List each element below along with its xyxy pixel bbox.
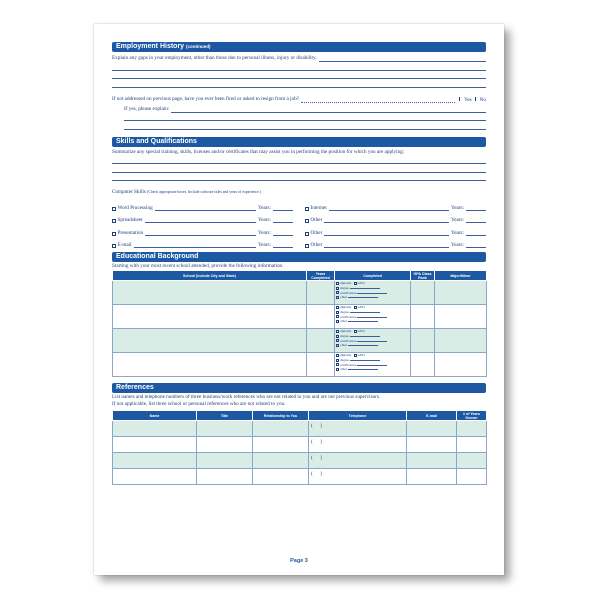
- deg-field[interactable]: [348, 319, 378, 322]
- col-gpa: GPA Class Rank: [411, 271, 435, 281]
- education-header-row: [113, 271, 487, 281]
- area-code: [309, 437, 406, 445]
- deg-label: certification: [340, 314, 357, 319]
- years-label: Years:: [257, 217, 271, 223]
- deg-label: GED: [357, 353, 365, 357]
- reference-row: [113, 453, 487, 469]
- deg-field[interactable]: [350, 286, 380, 289]
- skill-label: Other: [310, 229, 323, 236]
- col-relationship: Relationship to You: [253, 411, 309, 421]
- deg-field[interactable]: [350, 334, 380, 337]
- deg-label: other: [340, 343, 347, 348]
- skill-label: Internet: [310, 204, 327, 211]
- reference-row: [113, 469, 487, 485]
- deg-label: diploma: [340, 305, 352, 309]
- completed-cell: [335, 329, 411, 353]
- checkbox-icon[interactable]: [354, 354, 357, 357]
- email-cell[interactable]: [407, 421, 457, 437]
- skill-row-left-4: [112, 236, 293, 249]
- checkbox-icon[interactable]: [336, 306, 339, 309]
- years-known-cell[interactable]: [457, 437, 487, 453]
- skill-row-right-4: [305, 236, 486, 249]
- gpa-cell[interactable]: [411, 329, 435, 353]
- references-intro-1: List names and telephone numbers of three business/work references who are not related to you and are not previous supervisors.: [112, 394, 381, 400]
- computer-skills-heading: [112, 189, 486, 196]
- telephone-cell[interactable]: [309, 437, 407, 453]
- gaps-prompt: Explain any gaps in your employment, other than those due to personal illness, injury or disability.: [112, 55, 317, 61]
- col-years-known: # of Years Known: [457, 411, 487, 421]
- fired-row: [112, 96, 486, 103]
- gaps-line-4[interactable]: [112, 79, 486, 88]
- skill-label: Presentation: [117, 229, 144, 236]
- area-code: [309, 421, 406, 429]
- skill-label: E-mail: [117, 242, 132, 248]
- computer-skills-label: Computer Skills: [112, 189, 146, 195]
- paren-open: (: [311, 424, 313, 429]
- page-number: Page 3: [290, 558, 308, 564]
- completed-cell: [335, 305, 411, 329]
- explain-prompt: If yes, please explain:: [124, 105, 170, 112]
- years-label: Years:: [257, 229, 271, 236]
- deg-field[interactable]: [350, 310, 380, 313]
- completed-cell: [335, 353, 411, 377]
- paren-close: ): [320, 424, 322, 429]
- skill-label: Word Processing: [117, 204, 153, 211]
- deg-field[interactable]: [357, 339, 387, 342]
- deg-label: GED: [357, 305, 365, 309]
- years-label: Years:: [257, 204, 271, 211]
- years-field[interactable]: [466, 243, 486, 248]
- col-email: E-mail: [407, 411, 457, 421]
- years-label: Years:: [450, 242, 464, 248]
- computer-skills-grid: [112, 198, 486, 248]
- explain-row: [124, 106, 486, 113]
- area-code: [309, 453, 406, 461]
- deg-field[interactable]: [357, 363, 387, 366]
- fired-no-option[interactable]: [475, 97, 486, 103]
- computer-skills-note: (Check appropriate boxes. Include software titles and years of experience.): [147, 190, 261, 194]
- school-cell[interactable]: [113, 353, 307, 377]
- years-label: Years:: [450, 204, 464, 211]
- form-page: [94, 24, 504, 575]
- email-cell[interactable]: [407, 469, 457, 485]
- deg-label: diploma: [340, 329, 352, 333]
- reference-row: [113, 437, 487, 453]
- fired-yes-option[interactable]: [459, 97, 472, 103]
- years-cell[interactable]: [307, 281, 335, 305]
- school-cell[interactable]: [113, 305, 307, 329]
- skill-row-left-2: [112, 211, 293, 224]
- skills-line-1[interactable]: [112, 156, 486, 165]
- major-cell[interactable]: [435, 353, 487, 377]
- col-completed: Completed: [335, 271, 411, 281]
- degree-options: [335, 353, 410, 372]
- explain-line-2[interactable]: [124, 113, 486, 122]
- checkbox-icon[interactable]: [336, 359, 339, 362]
- deg-field[interactable]: [348, 343, 378, 346]
- deg-field[interactable]: [357, 291, 387, 294]
- skill-label: Spreadsheet: [117, 217, 143, 223]
- education-title: Educational Background: [116, 253, 199, 260]
- deg-field[interactable]: [348, 367, 378, 370]
- checkbox-icon[interactable]: [354, 306, 357, 309]
- gaps-line-3[interactable]: [112, 71, 486, 80]
- school-cell[interactable]: [113, 281, 307, 305]
- gpa-cell[interactable]: [411, 281, 435, 305]
- years-label: Years:: [450, 217, 464, 223]
- deg-label: other: [340, 319, 347, 324]
- relationship-cell[interactable]: [253, 469, 309, 485]
- years-cell[interactable]: [307, 329, 335, 353]
- checkbox-icon[interactable]: [336, 291, 339, 294]
- title-cell[interactable]: [197, 421, 253, 437]
- deg-label: certification: [340, 290, 357, 295]
- deg-label: certification: [340, 338, 357, 343]
- paren-open: (: [311, 456, 313, 461]
- gpa-cell[interactable]: [411, 353, 435, 377]
- major-cell[interactable]: [435, 329, 487, 353]
- years-label: Years:: [257, 242, 271, 248]
- name-cell[interactable]: [113, 437, 197, 453]
- name-cell[interactable]: [113, 453, 197, 469]
- skill-checkbox[interactable]: [305, 244, 309, 248]
- checkbox-icon[interactable]: [354, 330, 357, 333]
- education-row: [113, 305, 487, 329]
- completed-cell: [335, 281, 411, 305]
- col-years-completed: Years Completed: [307, 271, 335, 281]
- years-known-cell[interactable]: [457, 469, 487, 485]
- checkbox-icon[interactable]: [336, 368, 339, 371]
- references-table: [112, 410, 487, 485]
- col-school: School (Include City and State): [113, 271, 307, 281]
- col-title: Title: [197, 411, 253, 421]
- years-field[interactable]: [273, 243, 293, 248]
- paren-close: ): [320, 472, 322, 477]
- col-telephone: Telephone: [309, 411, 407, 421]
- skill-row-left-1: [112, 198, 293, 211]
- references-intro-2: If not applicable, list three school or personal references who are not related to you.: [112, 401, 286, 407]
- references-header-row: [113, 411, 487, 421]
- years-label: Years:: [450, 229, 464, 236]
- area-code: [309, 469, 406, 477]
- checkbox-icon[interactable]: [336, 282, 339, 285]
- deg-label: diploma: [340, 353, 352, 357]
- col-name: Name: [113, 411, 197, 421]
- years-cell[interactable]: [307, 353, 335, 377]
- fired-yes-no: [459, 97, 486, 103]
- major-cell[interactable]: [435, 281, 487, 305]
- deg-field[interactable]: [350, 358, 380, 361]
- deg-label: degree: [340, 333, 350, 338]
- education-row: [113, 353, 487, 377]
- employment-history-title: Employment History: [116, 43, 185, 50]
- checkbox-icon[interactable]: [336, 330, 339, 333]
- skill-row-right-1: [305, 198, 486, 211]
- gpa-cell[interactable]: [411, 305, 435, 329]
- gaps-row: [112, 55, 486, 62]
- degree-options: [335, 281, 410, 300]
- degree-options: [335, 305, 410, 324]
- deg-label: degree: [340, 357, 350, 362]
- paren-close: ): [320, 440, 322, 445]
- skill-row-right-3: [305, 223, 486, 236]
- checkbox-icon[interactable]: [336, 335, 339, 338]
- years-known-cell[interactable]: [457, 421, 487, 437]
- skill-label: Other: [310, 242, 323, 248]
- deg-label: diploma: [340, 281, 352, 285]
- skill-row-left-3: [112, 223, 293, 236]
- deg-label: certification: [340, 362, 357, 367]
- reference-row: [113, 421, 487, 437]
- checkbox-icon[interactable]: [336, 311, 339, 314]
- yes-checkbox[interactable]: [459, 97, 463, 101]
- years-known-cell[interactable]: [457, 453, 487, 469]
- email-cell[interactable]: [407, 453, 457, 469]
- education-row: [113, 329, 487, 353]
- email-cell[interactable]: [407, 437, 457, 453]
- no-checkbox[interactable]: [475, 97, 479, 101]
- references-title: References: [116, 384, 154, 391]
- education-table: [112, 270, 487, 377]
- skill-titles-field[interactable]: [134, 243, 256, 248]
- relationship-cell[interactable]: [253, 453, 309, 469]
- deg-label: degree: [340, 285, 350, 290]
- checkbox-icon[interactable]: [336, 296, 339, 299]
- col-major: Major/Minor: [435, 271, 487, 281]
- deg-field[interactable]: [357, 315, 387, 318]
- checkbox-icon[interactable]: [336, 315, 339, 318]
- checkbox-icon[interactable]: [336, 287, 339, 290]
- checkbox-icon[interactable]: [336, 344, 339, 347]
- paren-open: (: [311, 472, 313, 477]
- major-cell[interactable]: [435, 305, 487, 329]
- telephone-cell[interactable]: [309, 469, 407, 485]
- deg-label: other: [340, 367, 347, 372]
- deg-label: degree: [340, 309, 350, 314]
- title-cell[interactable]: [197, 453, 253, 469]
- checkbox-icon[interactable]: [336, 354, 339, 357]
- references-header: [112, 383, 486, 393]
- skills-summary-prompt: Summarize any special training, skills, licenses and/or certificates that may assist you in performing the position for which you are applying:: [112, 148, 405, 155]
- paren-open: (: [311, 440, 313, 445]
- deg-label: other: [340, 295, 347, 300]
- no-label: No: [479, 96, 486, 103]
- telephone-cell[interactable]: [309, 453, 407, 469]
- yes-label: Yes: [464, 96, 472, 103]
- degree-options: [335, 329, 410, 348]
- deg-field[interactable]: [348, 295, 378, 298]
- checkbox-icon[interactable]: [354, 282, 357, 285]
- education-row: [113, 281, 487, 305]
- form-content: [112, 42, 486, 485]
- fired-prompt: If not addressed on previous page, have you ever been fired or asked to resign from a job?: [112, 95, 299, 102]
- checkbox-icon[interactable]: [336, 320, 339, 323]
- title-cell[interactable]: [197, 469, 253, 485]
- name-cell[interactable]: [113, 469, 197, 485]
- name-cell[interactable]: [113, 421, 197, 437]
- title-cell[interactable]: [197, 437, 253, 453]
- employment-continued-note: (continued): [186, 44, 211, 49]
- explain-line-1[interactable]: [171, 107, 486, 113]
- deg-label: GED: [357, 329, 365, 333]
- years-cell[interactable]: [307, 305, 335, 329]
- skills-title: Skills and Qualifications: [116, 137, 197, 145]
- skill-titles-field[interactable]: [324, 243, 449, 248]
- fired-leader: [301, 97, 455, 103]
- skill-row-right-2: [305, 211, 486, 224]
- skills-line-2[interactable]: [112, 164, 486, 173]
- gaps-line-2[interactable]: [112, 62, 486, 71]
- paren-close: ): [320, 456, 322, 461]
- education-header: [112, 252, 486, 262]
- school-cell[interactable]: [113, 329, 307, 353]
- skill-label: Other: [310, 217, 323, 223]
- skills-header: [112, 137, 486, 147]
- telephone-cell[interactable]: [309, 421, 407, 437]
- checkbox-icon[interactable]: [336, 363, 339, 366]
- checkbox-icon[interactable]: [336, 339, 339, 342]
- skills-line-3[interactable]: [112, 173, 486, 182]
- education-intro: Starting with your most recent school attended, provide the following information.: [112, 263, 284, 269]
- deg-label: GED: [357, 281, 365, 285]
- explain-block: [112, 106, 486, 130]
- skill-checkbox[interactable]: [112, 244, 116, 248]
- gaps-line-1[interactable]: [319, 56, 486, 62]
- relationship-cell[interactable]: [253, 437, 309, 453]
- explain-line-3[interactable]: [124, 121, 486, 130]
- employment-history-header: [112, 42, 486, 52]
- relationship-cell[interactable]: [253, 421, 309, 437]
